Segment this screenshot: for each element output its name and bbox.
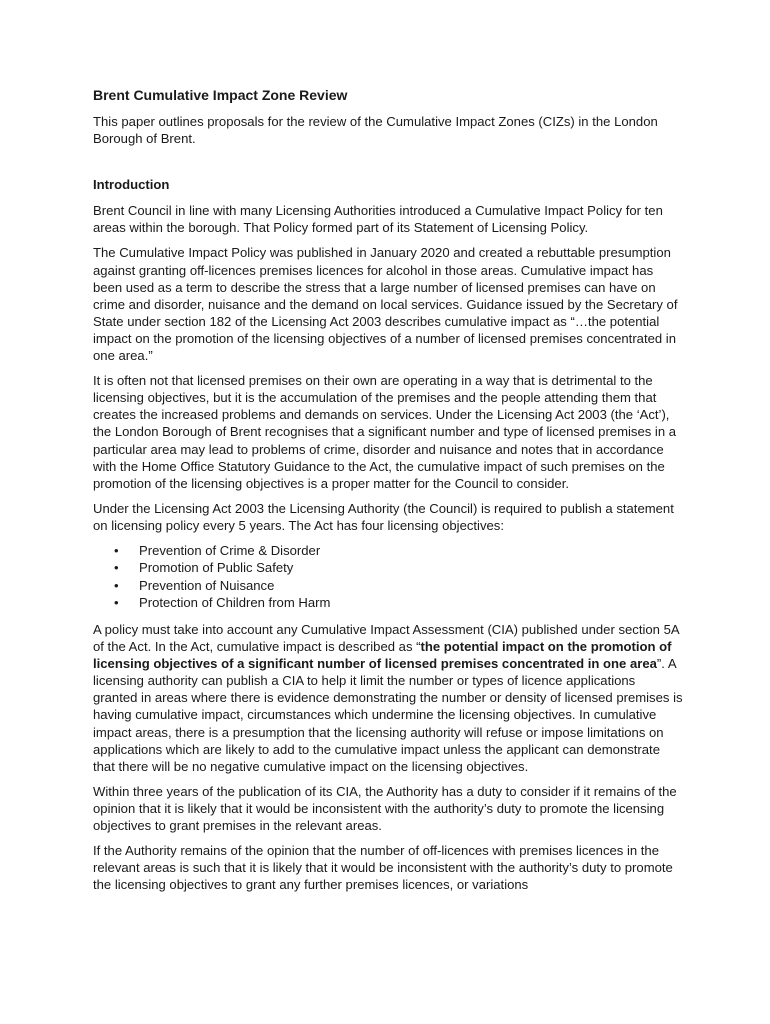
paragraph-2: The Cumulative Impact Policy was published in January 2020 and created a rebuttable presumption against granting off-licences premises licences for alcohol in those areas. Cumulative impact has been used as a term to describe the stress that a large number of licensed premises can have on crime and disorder, nuisance and the demand on local services. Guidance issued by the Secretary of State under section 182 of the Licensing Act 2003 describes cumulative impact as “…the potential impact on the promotion of the licensing objectives of a number of licensed premises concentrated in one area.” [93,245,678,364]
list-item [114,577,683,595]
list-item-text: Protection of Children from Harm [139,595,331,611]
bullet-icon: • [114,595,119,611]
bullet-icon: • [114,560,119,576]
paragraph-3: It is often not that licensed premises on their own are operating in a way that is detrimental to the licensing objectives, but it is the accumulation of the premises and the people attending them that creates the increased problems and demands on services. Under the Licensing Act 2003 (the ‘Act’), the London Borough of Brent recognises that a significant number and type of licensed premises in a particular area may lead to problems of crime, disorder and nuisance and notes that in accordance with the Home Office Statutory Guidance to the Act, the cumulative impact of such premises on the promotion of the licensing objectives is a proper matter for the Council to consider. [93,373,677,491]
paragraph-1: Brent Council in line with many Licensing Authorities introduced a Cumulative Impact Policy for ten areas within the borough. That Policy formed part of its Statement of Licensing Policy. [93,203,663,236]
list-item-text: Prevention of Crime & Disorder [139,542,321,558]
paragraph-5-start: A policy must take into account any Cumulative Impact Assessment (CIA) published under section 5A of the Act. In the Act, cumulative impact is described as “ [93,621,679,655]
list-item-text: Prevention of Nuisance [139,577,275,593]
intro-paragraph: This paper outlines proposals for the review of the Cumulative Impact Zones (CIZs) in the London Borough of Brent. [93,114,658,147]
paragraph-5-end: ”. A licensing authority can publish a CIA to help it limit the number or types of licence applications granted in areas where there is evidence demonstrating the number or density of licensed premises is having cumulative impact, circumstances which undermine the licensing objectives. In cumulative impact areas, there is a presumption that the licensing authority will refuse or impose limitations on applications which are likely to add to the cumulative impact unless the applicant can demonstrate that there will be no negative cumulative impact on the licensing objectives. [93,656,683,774]
bullet-icon: • [114,577,119,593]
document-page [93,86,683,901]
bullet-icon: • [114,542,119,558]
paragraph-5-bold: the potential impact on the promotion of licensing objectives of a significant number of licensed premises concentrated in one area [93,639,672,672]
paragraph-6: Within three years of the publication of its CIA, the Authority has a duty to consider if it remains of the opinion that it is likely that it would be inconsistent with the authority’s duty to promote the licensing objectives to grant premises in the relevant areas. [93,783,677,833]
list-item [114,594,683,612]
document-title: Brent Cumulative Impact Zone Review [93,87,348,103]
list-item [114,542,683,560]
list-item-text: Promotion of Public Safety [139,560,294,576]
introduction-heading: Introduction [93,177,170,193]
list-item [114,559,683,577]
paragraph-4: Under the Licensing Act 2003 the Licensing Authority (the Council) is required to publish a statement on licensing policy every 5 years. The Act has four licensing objectives: [93,500,674,533]
licensing-objectives-list [93,542,683,612]
paragraph-5 [93,621,683,775]
paragraph-7: If the Authority remains of the opinion that the number of off-licences with premises licences in the relevant areas is such that it is likely that it would be inconsistent with the authority’s duty to promote the licensing objectives to grant any further premises licences, or variations [93,843,673,893]
